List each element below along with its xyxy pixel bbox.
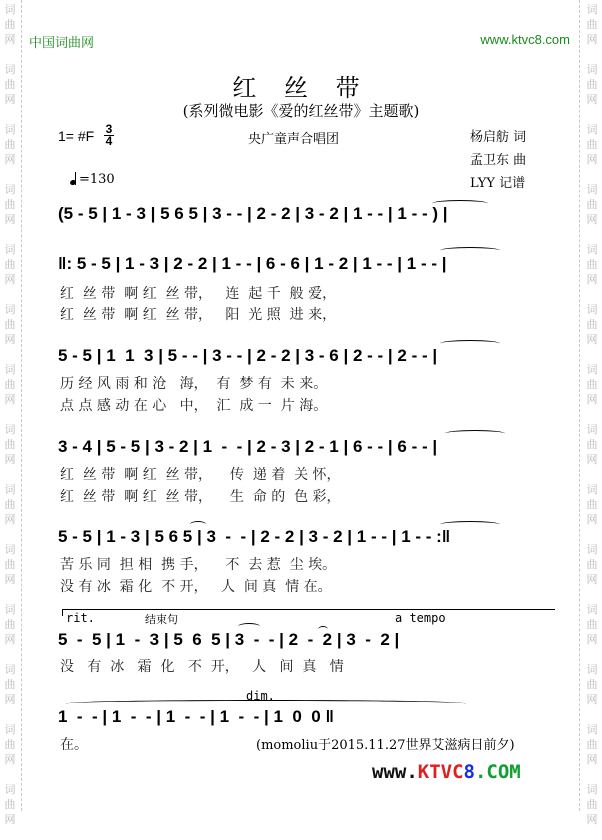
watermark-group bbox=[0, 480, 20, 540]
watermark-char: 词 bbox=[586, 183, 598, 196]
watermark-char: 曲 bbox=[4, 498, 16, 511]
watermark-char: 词 bbox=[4, 483, 16, 496]
watermark-char: 网 bbox=[4, 153, 16, 166]
watermark-char: 曲 bbox=[4, 18, 16, 31]
watermark-char: 网 bbox=[586, 213, 598, 226]
time-sig-bottom: 4 bbox=[105, 134, 113, 148]
watermark-char: 网 bbox=[586, 33, 598, 46]
lyric-line-2-verse-1: 红 丝 带 啊 红 丝 带， 连 起 千 般 爱， bbox=[60, 286, 337, 302]
watermark-char: 网 bbox=[586, 393, 598, 406]
watermark-char: 曲 bbox=[586, 678, 598, 691]
slur-mark bbox=[445, 430, 505, 437]
watermark-char: 曲 bbox=[586, 18, 598, 31]
watermark-group bbox=[582, 180, 602, 240]
watermark-group bbox=[582, 660, 602, 720]
watermark-char: 词 bbox=[4, 723, 16, 736]
watermark-group bbox=[0, 660, 20, 720]
transcriber: LYY 记谱 bbox=[470, 176, 526, 191]
watermark-char: 词 bbox=[4, 243, 16, 256]
watermark-char: 曲 bbox=[586, 618, 598, 631]
watermark-group bbox=[0, 420, 20, 480]
watermark-char: 词 bbox=[4, 183, 16, 196]
watermark-char: 网 bbox=[4, 93, 16, 106]
watermark-char: 网 bbox=[4, 393, 16, 406]
watermark-group bbox=[582, 780, 602, 840]
watermark-group bbox=[0, 720, 20, 780]
watermark-char: 词 bbox=[586, 423, 598, 436]
score-line-5: 5 - 5 | 1 - 3 | 5 6 5 | 3 - - | 2 - 2 | 3 - 2 | 1 - - | 1 - - :‖ bbox=[58, 527, 451, 546]
watermark-char: 曲 bbox=[586, 738, 598, 751]
watermark-char: 词 bbox=[4, 363, 16, 376]
watermark-char: 网 bbox=[586, 513, 598, 526]
a-tempo-marking: a tempo bbox=[395, 611, 446, 625]
score-line-7: 1 - - | 1 - - | 1 - - | 1 - - | 1 0 0 ‖ bbox=[58, 707, 334, 726]
lyric-line-3-verse-1: 历 经 风 雨 和 沧 海， 有 梦 有 未 来。 bbox=[60, 376, 328, 392]
watermark-char: 网 bbox=[4, 453, 16, 466]
composer: 孟卫东 曲 bbox=[470, 153, 527, 168]
watermark-char: 曲 bbox=[586, 438, 598, 451]
watermark-char: 词 bbox=[586, 243, 598, 256]
watermark-char: 网 bbox=[586, 153, 598, 166]
ending-bracket bbox=[62, 609, 555, 616]
slur-mark bbox=[66, 700, 466, 707]
watermark-char: 词 bbox=[586, 123, 598, 136]
site-url-link[interactable]: www.ktvc8.com bbox=[480, 32, 570, 47]
lyric-line-2-verse-2: 红 丝 带 啊 红 丝 带， 阳 光 照 进 来， bbox=[60, 307, 337, 323]
watermark-char: 曲 bbox=[586, 78, 598, 91]
watermark-char: 词 bbox=[4, 543, 16, 556]
watermark-group bbox=[582, 420, 602, 480]
watermark-char: 曲 bbox=[586, 558, 598, 571]
watermark-char: 网 bbox=[4, 213, 16, 226]
watermark-group bbox=[0, 540, 20, 600]
watermark-char: 词 bbox=[4, 123, 16, 136]
score-line-6: 5 - 5 | 1 - 3 | 5 6 5 | 3 - - | 2 - 2 | 3 - 2 | bbox=[58, 630, 400, 649]
watermark-char: 网 bbox=[4, 273, 16, 286]
watermark-char: 词 bbox=[586, 543, 598, 556]
song-subtitle: (系列微电影《爱的红丝带》主题歌) bbox=[182, 102, 420, 120]
brand-part-ktvc: KTVC bbox=[417, 761, 464, 783]
watermark-char: 网 bbox=[4, 813, 16, 826]
watermark-char: 曲 bbox=[4, 378, 16, 391]
watermark-char: 网 bbox=[586, 633, 598, 646]
watermark-char: 词 bbox=[586, 363, 598, 376]
watermark-group bbox=[582, 540, 602, 600]
tempo-value: =130 bbox=[79, 172, 115, 187]
watermark-group bbox=[0, 120, 20, 180]
watermark-char: 曲 bbox=[4, 138, 16, 151]
watermark-char: 词 bbox=[4, 3, 16, 16]
watermark-char: 曲 bbox=[4, 438, 16, 451]
watermark-char: 网 bbox=[586, 333, 598, 346]
border-line-left bbox=[21, 0, 22, 811]
watermark-char: 词 bbox=[4, 663, 16, 676]
key-signature: 1= #F bbox=[58, 128, 95, 144]
watermark-column-left bbox=[0, 0, 20, 826]
watermark-char: 网 bbox=[586, 753, 598, 766]
watermark-char: 曲 bbox=[586, 498, 598, 511]
watermark-char: 网 bbox=[4, 693, 16, 706]
lyric-line-4-verse-2: 红 丝 带 啊 红 丝 带， 生 命 的 色 彩， bbox=[60, 489, 341, 505]
watermark-group bbox=[582, 480, 602, 540]
watermark-char: 曲 bbox=[4, 618, 16, 631]
brand-part-www: www. bbox=[372, 761, 418, 783]
song-title: 红 丝 带 bbox=[232, 74, 370, 102]
time-signature bbox=[104, 124, 114, 147]
watermark-char: 曲 bbox=[586, 258, 598, 271]
watermark-char: 曲 bbox=[586, 798, 598, 811]
watermark-char: 词 bbox=[586, 783, 598, 796]
lyric-line-5-verse-1: 苦 乐 同 担 相 携 手， 不 去 惹 尘 埃。 bbox=[60, 557, 337, 573]
score-line-4: 3 - 4 | 5 - 5 | 3 - 2 | 1 - - | 2 - 3 | 2 - 1 | 6 - - | 6 - - | bbox=[58, 437, 438, 456]
watermark-char: 曲 bbox=[586, 198, 598, 211]
watermark-char: 词 bbox=[4, 603, 16, 616]
watermark-group bbox=[582, 360, 602, 420]
watermark-group bbox=[0, 360, 20, 420]
lyric-line-5-verse-2: 没 有 冰 霜 化 不 开， 人 间 真 情 在。 bbox=[60, 579, 332, 595]
rit-marking: rit. bbox=[66, 611, 95, 625]
watermark-group bbox=[582, 240, 602, 300]
lyric-line-4-verse-1: 红 丝 带 啊 红 丝 带， 传 递 着 关 怀， bbox=[60, 467, 341, 483]
border-line-right bbox=[579, 0, 580, 811]
watermark-char: 曲 bbox=[4, 798, 16, 811]
watermark-char: 网 bbox=[586, 813, 598, 826]
note-stem-icon bbox=[75, 172, 76, 185]
watermark-char: 词 bbox=[586, 3, 598, 16]
watermark-group bbox=[582, 0, 602, 60]
watermark-column-right bbox=[582, 0, 602, 826]
ending-phrase-marking: 结束句 bbox=[145, 613, 178, 626]
watermark-group bbox=[0, 780, 20, 840]
watermark-char: 词 bbox=[586, 723, 598, 736]
watermark-char: 词 bbox=[586, 663, 598, 676]
tempo-marking bbox=[70, 172, 115, 187]
watermark-char: 词 bbox=[4, 303, 16, 316]
watermark-char: 网 bbox=[586, 453, 598, 466]
transcription-note: (momoliu于2015.11.27世界艾滋病日前夕) bbox=[256, 738, 515, 753]
watermark-char: 网 bbox=[4, 333, 16, 346]
watermark-char: 曲 bbox=[586, 378, 598, 391]
watermark-char: 网 bbox=[586, 693, 598, 706]
performer: 央广童声合唱团 bbox=[248, 132, 340, 147]
watermark-char: 网 bbox=[586, 93, 598, 106]
watermark-char: 曲 bbox=[4, 678, 16, 691]
watermark-group bbox=[0, 0, 20, 60]
score-line-3: 5 - 5 | 1 1 3 | 5 - - | 3 - - | 2 - 2 | 3 - 6 | 2 - - | 2 - - | bbox=[58, 346, 438, 365]
slur-mark bbox=[440, 247, 500, 254]
watermark-char: 网 bbox=[4, 33, 16, 46]
lyric-line-3-verse-2: 点 点 感 动 在 心 中， 汇 成 一 片 海。 bbox=[60, 398, 328, 414]
watermark-char: 曲 bbox=[586, 318, 598, 331]
credits bbox=[470, 126, 526, 195]
watermark-char: 网 bbox=[4, 513, 16, 526]
watermark-group bbox=[0, 600, 20, 660]
watermark-char: 网 bbox=[4, 573, 16, 586]
watermark-char: 曲 bbox=[4, 198, 16, 211]
brand-part-com: .COM bbox=[474, 761, 521, 783]
watermark-char: 网 bbox=[4, 753, 16, 766]
watermark-char: 网 bbox=[4, 633, 16, 646]
brand-part-8: 8 bbox=[463, 761, 475, 783]
watermark-char: 词 bbox=[586, 603, 598, 616]
watermark-char: 词 bbox=[4, 63, 16, 76]
slur-mark bbox=[238, 623, 260, 630]
time-sig-top: 3 bbox=[105, 122, 113, 136]
watermark-char: 曲 bbox=[4, 738, 16, 751]
lyricist: 杨启舫 词 bbox=[470, 130, 527, 145]
watermark-char: 网 bbox=[586, 273, 598, 286]
score-line-1: (5 - 5 | 1 - 3 | 5 6 5 | 3 - - | 2 - 2 | 3 - 2 | 1 - - | 1 - - ) | bbox=[58, 204, 448, 223]
watermark-group bbox=[582, 720, 602, 780]
watermark-char: 词 bbox=[4, 783, 16, 796]
watermark-group bbox=[0, 240, 20, 300]
watermark-char: 曲 bbox=[4, 78, 16, 91]
watermark-group bbox=[0, 180, 20, 240]
watermark-char: 曲 bbox=[4, 558, 16, 571]
watermark-group bbox=[582, 600, 602, 660]
watermark-char: 词 bbox=[586, 63, 598, 76]
site-name: 中国词曲网 bbox=[29, 36, 95, 51]
lyric-line-7: 在。 bbox=[60, 737, 88, 753]
watermark-char: 曲 bbox=[4, 318, 16, 331]
watermark-char: 曲 bbox=[4, 258, 16, 271]
score-line-2: ‖: 5 - 5 | 1 - 3 | 2 - 2 | 1 - - | 6 - 6 | 1 - 2 | 1 - - | 1 - - | bbox=[58, 254, 447, 273]
watermark-char: 曲 bbox=[586, 138, 598, 151]
watermark-char: 词 bbox=[4, 423, 16, 436]
brand-logo-link[interactable] bbox=[372, 761, 521, 783]
watermark-char: 词 bbox=[586, 483, 598, 496]
watermark-group bbox=[582, 120, 602, 180]
watermark-char: 词 bbox=[586, 303, 598, 316]
watermark-group bbox=[582, 300, 602, 360]
lyric-line-6: 没 有 冰 霜 化 不 开， 人 间 真 情 bbox=[60, 659, 344, 675]
dim-marking: dim. bbox=[246, 689, 275, 703]
watermark-char: 网 bbox=[586, 573, 598, 586]
watermark-group bbox=[0, 300, 20, 360]
